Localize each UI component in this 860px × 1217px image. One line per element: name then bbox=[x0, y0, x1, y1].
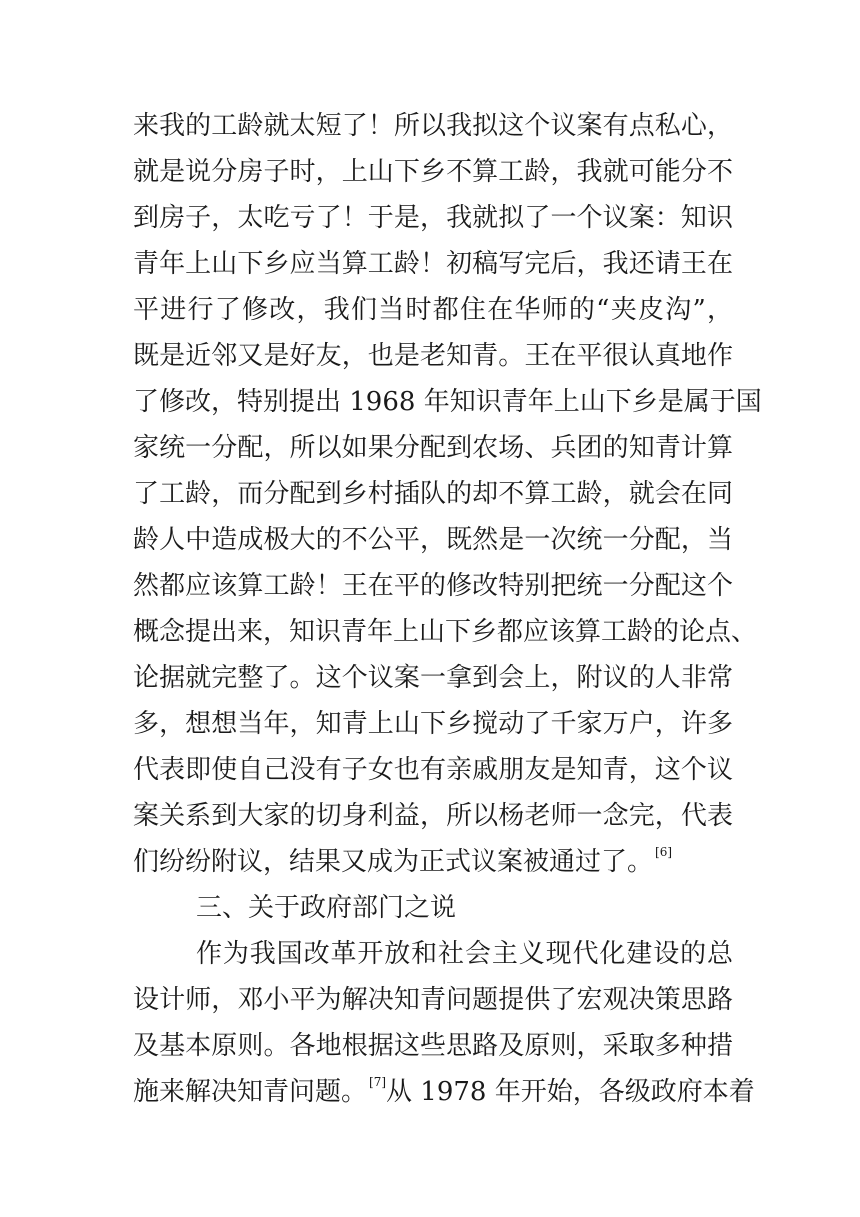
body-text-line: 来我的工龄就太短了！所以我拟这个议案有点私心， bbox=[133, 111, 733, 141]
body-text-line: 龄人中造成极大的不公平，既然是一次统一分配，当 bbox=[133, 525, 733, 555]
body-text-line bbox=[133, 839, 733, 885]
body-text-line bbox=[133, 1069, 755, 1115]
body-text-segment: 们纷纷附议，结果又成为正式议案被通过了。 bbox=[133, 847, 654, 877]
footnote-ref[interactable]: [6] bbox=[655, 845, 673, 859]
body-text-line: 到房子，太吃亏了！于是，我就拟了一个议案：知识 bbox=[133, 203, 733, 233]
body-text-line: 然都应该算工龄！王在平的修改特别把统一分配这个 bbox=[133, 571, 733, 601]
body-text-line: 就是说分房子时，上山下乡不算工龄，我就可能分不 bbox=[133, 157, 733, 187]
footnote-ref[interactable]: [7] bbox=[369, 1075, 387, 1089]
body-text-line: 论据就完整了。这个议案一拿到会上，附议的人非常 bbox=[133, 663, 733, 693]
body-text-segment: 从 1978 年开始，各级政府本着 bbox=[386, 1077, 755, 1107]
body-text-line: 概念提出来，知识青年上山下乡都应该算工龄的论点、 bbox=[133, 617, 758, 647]
body-text-line: 案关系到大家的切身利益，所以杨老师一念完，代表 bbox=[133, 801, 733, 831]
body-text-line: 青年上山下乡应当算工龄！初稿写完后，我还请王在 bbox=[133, 249, 733, 279]
section-heading: 三、关于政府部门之说 bbox=[196, 893, 457, 923]
body-text-line: 既是近邻又是好友，也是老知青。王在平很认真地作 bbox=[133, 341, 733, 371]
body-text-line: 设计师，邓小平为解决知青问题提供了宏观决策思路 bbox=[133, 985, 733, 1015]
body-text-line: 了工龄，而分配到乡村插队的却不算工龄，就会在同 bbox=[133, 479, 733, 509]
body-text-line: 作为我国改革开放和社会主义现代化建设的总 bbox=[196, 939, 733, 969]
body-text-line: 及基本原则。各地根据这些思路及原则，采取多种措 bbox=[133, 1031, 733, 1061]
body-text-line: 平进行了修改，我们当时都住在华师的“夹皮沟”， bbox=[133, 295, 733, 325]
body-text-segment: 施来解决知青问题。 bbox=[133, 1077, 368, 1107]
body-text-line: 代表即使自己没有子女也有亲戚朋友是知青，这个议 bbox=[133, 755, 733, 785]
body-text-line: 了修改，特别提出 1968 年知识青年上山下乡是属于国 bbox=[133, 387, 762, 417]
body-text-line: 家统一分配，所以如果分配到农场、兵团的知青计算 bbox=[133, 433, 733, 463]
body-text-line: 多，想想当年，知青上山下乡搅动了千家万户，许多 bbox=[133, 709, 733, 739]
